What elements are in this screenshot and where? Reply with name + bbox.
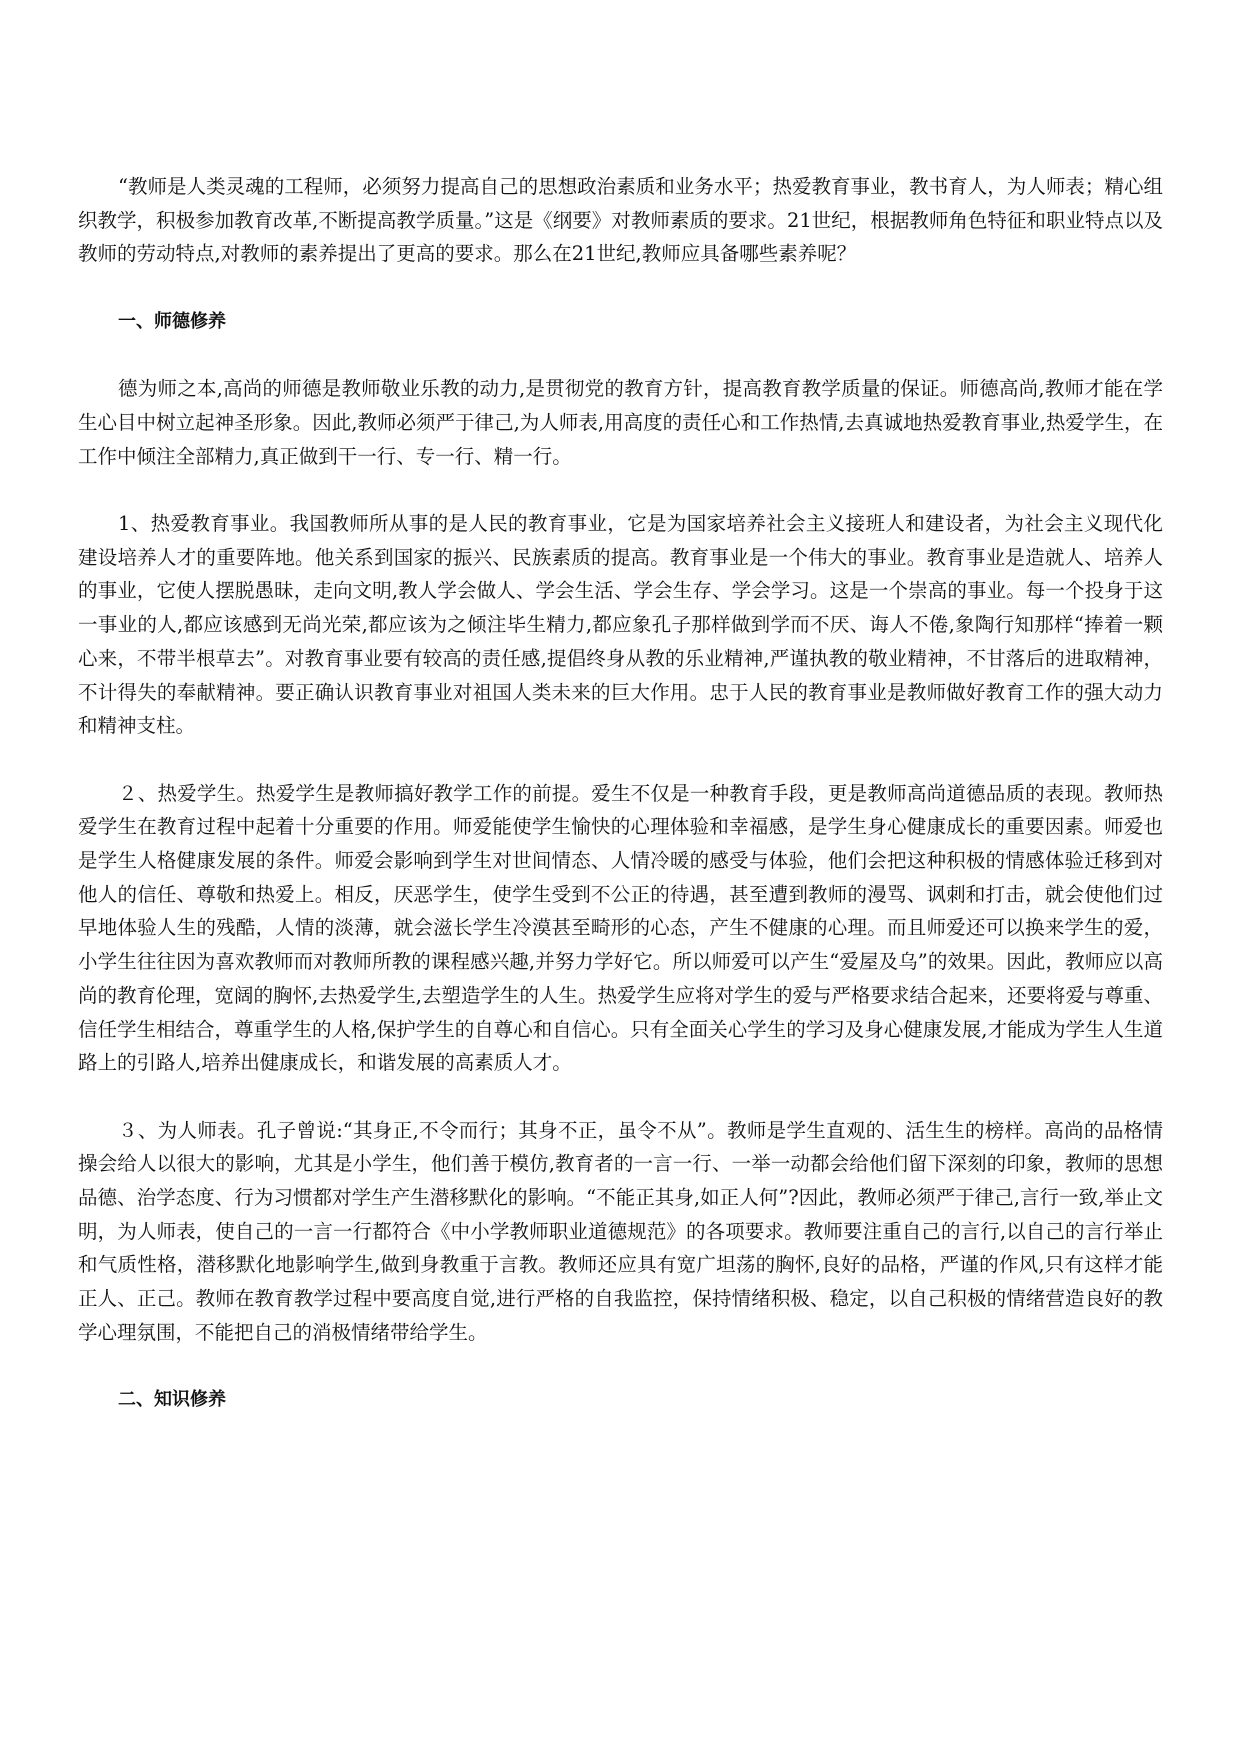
paragraph-gap (78, 743, 1163, 777)
point-love-education-paragraph: 1、热爱教育事业。我国教师所从事的是人民的教育事业，它是为国家培养社会主义接班人和建设者，为社会主义现代化建设培养人才的重要阵地。他关系到国家的振兴、民族素质的提高。教育事业是一个伟大的事业。教育事业是造就人、培养人的事业，它使人摆脱愚昧，走向文明,教人学会做人、学会生活、学会生存、学会学习。这是一个崇高的事业。每一个投身于这一事业的人,都应该感到无尚光荣,都应该为之倾注毕生精力,都应象孔子那样做到学而不厌、诲人不倦,象陶行知那样“捧着一颗心来，不带半根草去”。对教育事业要有较高的责任感,提倡终身从教的乐业精神,严谨执教的敬业精神，不甘落后的进取精神，不计得失的奉献精神。要正确认识教育事业对祖国人类未来的巨大作用。忠于人民的教育事业是教师做好教育工作的强大动力和精神支柱。 (78, 511, 1163, 738)
paragraph-gap (78, 339, 1163, 373)
point-love-students-paragraph: ２、热爱学生。热爱学生是教师搞好教学工作的前提。爱生不仅是一种教育手段，更是教师高尚道德品质的表现。教师热爱学生在教育过程中起着十分重要的作用。师爱能使学生愉快的心理体验和幸福感，是学生身心健康成长的重要因素。师爱也是学生人格健康发展的条件。师爱会影响到学生对世间情态、人情冷暖的感受与体验，他们会把这种积极的情感体验迁移到对他人的信任、尊敬和热爱上。相反，厌恶学生，使学生受到不公正的待遇，甚至遭到教师的漫骂、讽刺和打击，就会使他们过早地体验人生的残酷，人情的淡薄，就会滋长学生冷漠甚至畸形的心态，产生不健康的心理。而且师爱还可以换来学生的爱，小学生往往因为喜欢教师而对教师所教的课程感兴趣,并努力学好它。所以师爱可以产生“爱屋及乌”的效果。因此，教师应以高尚的教育伦理，宽阔的胸怀,去热爱学生,去塑造学生的人生。热爱学生应将对学生的爱与严格要求结合起来，还要将爱与尊重、信任学生相结合，尊重学生的人格,保护学生的自尊心和自信心。只有全面关心学生的学习及身心健康发展,才能成为学生人生道路上的引路人,培养出健康成长，和谐发展的高素质人才。 (78, 781, 1163, 1075)
intro-paragraph: “教师是人类灵魂的工程师，必须努力提高自己的思想政治素质和业务水平；热爱教育事业，教书育人，为人师表；精心组织教学，积极参加教育改革,不断提高教学质量。”这是《纲要》对教师素质的要求。21世纪，根据教师角色特征和职业特点以及教师的劳动特点,对教师的素养提出了更高的要求。那么在21世纪,教师应具备哪些素养呢？ (78, 175, 1163, 266)
ethics-intro-paragraph: 德为师之本,高尚的师德是教师敬业乐教的动力,是贯彻党的教育方针，提高教育教学质量的保证。师德高尚,教师才能在学生心目中树立起神圣形象。因此,教师必须严于律己,为人师表,用高度的责任心和工作热情,去真诚地热爱教育事业,热爱学生，在工作中倾注全部精力,真正做到干一行、专一行、精一行。 (78, 377, 1163, 468)
paragraph-gap (78, 1350, 1163, 1384)
section-heading-knowledge: 二、知识修养 (118, 1389, 226, 1411)
point-role-model-paragraph: ３、为人师表。孔子曾说:“其身正,不令而行；其身不正，虽令不从”。教师是学生直观的、活生生的榜样。高尚的品格情操会给人以很大的影响，尤其是小学生，他们善于模仿,教育者的一言一行、一举一动都会给他们留下深刻的印象，教师的思想品德、治学态度、行为习惯都对学生产生潜移默化的影响。“不能正其身,如正人何”?因此，教师必须严于律己,言行一致,举止文明，为人师表，使自己的一言一行都符合《中小学教师职业道德规范》的各项要求。教师要注重自己的言行,以自己的言行举止和气质性格，潜移默化地影响学生,做到身教重于言教。教师还应具有宽广坦荡的胸怀,良好的品格，严谨的作风,只有这样才能正人、正己。教师在教育教学过程中要高度自觉,进行严格的自我监控，保持情绪积极、稳定，以自己积极的情绪营造良好的教学心理氛围，不能把自己的消极情绪带给学生。 (78, 1118, 1163, 1344)
paragraph-gap (78, 271, 1163, 305)
document-body (78, 170, 1163, 1417)
section-heading-ethics: 一、师德修养 (118, 310, 226, 332)
paragraph-gap (78, 1080, 1163, 1114)
paragraph-gap (78, 473, 1163, 507)
